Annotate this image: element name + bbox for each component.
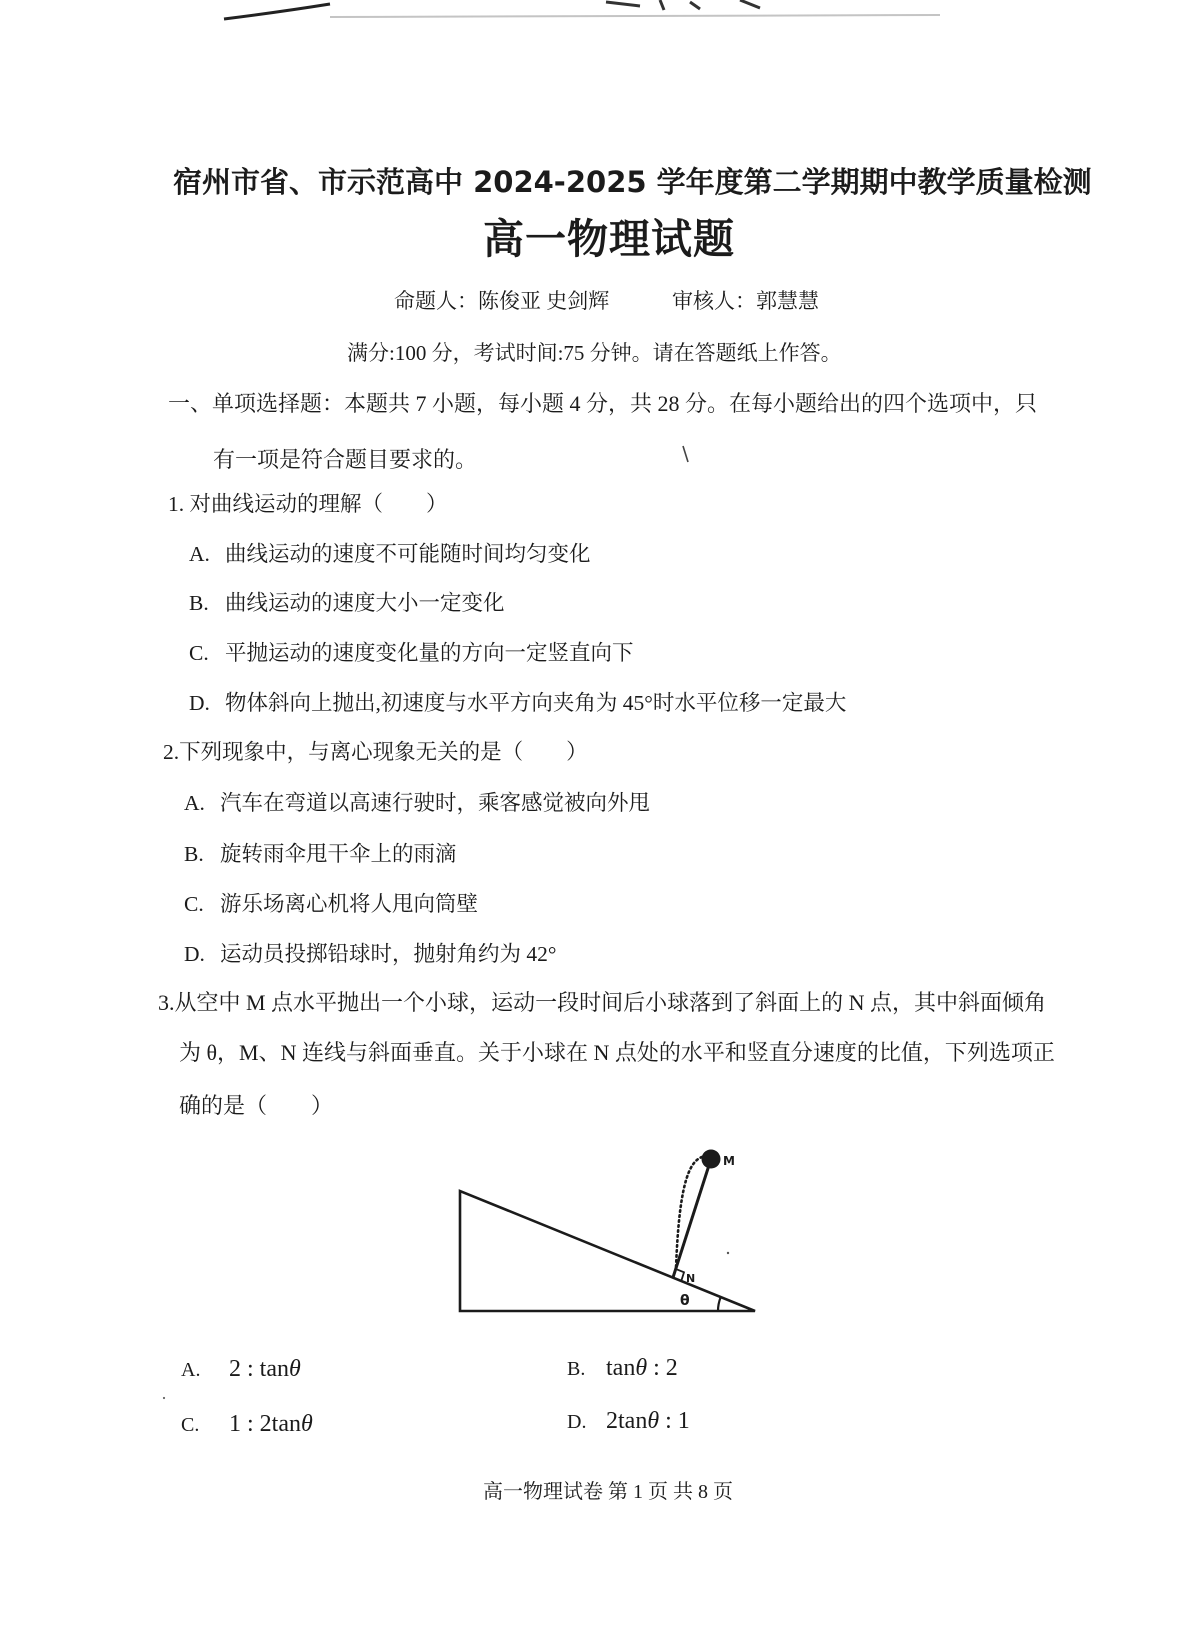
exam-title: 宿州市省、市示范高中 2024-2025 学年度第二学期期中教学质量检测 [173,165,1092,199]
scan-edge-artifact [0,0,1200,24]
question-3-stem-line-3: 确的是（ ） [179,1093,334,1118]
option-label: D. [189,691,210,715]
question-1-option-c [189,641,634,667]
option-label: A. [184,791,205,815]
incline-triangle [460,1191,755,1311]
pen-mark [680,444,692,466]
option-expression: 2tanθ : 1 [606,1408,690,1434]
question-2-option-c [184,892,478,918]
question-2-option-a [184,791,650,817]
question-3-stem-line-2: 为 θ，M、N 连线与斜面垂直。关于小球在 N 点处的水平和竖直分速度的比值，下列选项正 [179,1040,1055,1065]
option-label: D. [184,942,205,966]
option-expression: 1 : 2tanθ [229,1411,313,1437]
option-label: C. [181,1414,200,1436]
option-label: A. [189,542,210,566]
question-3-option-d [567,1407,690,1436]
question-2-stem: 2.下列现象中，与离心现象无关的是（ ） [163,740,588,764]
theta-symbol: θ [635,1355,648,1381]
exam-subtitle: 高一物理试题 [483,216,735,262]
page-footer: 高一物理试卷 第 1 页 共 8 页 [483,1481,733,1503]
theta-symbol: θ [647,1408,660,1434]
option-label: B. [184,842,204,866]
option-label: B. [189,591,209,615]
question-1-option-b [189,591,505,617]
option-label: B. [567,1358,586,1380]
reviewer-line: 审核人：郭慧慧 [672,289,819,313]
question-3-option-a [181,1355,301,1384]
incline-projectile-diagram [440,1140,780,1325]
question-2-option-d [184,942,556,968]
scan-speck [160,1394,168,1402]
mn-connecting-line [673,1159,711,1278]
scan-speck [727,1252,729,1254]
option-text: 平抛运动的速度变化量的方向一定竖直向下 [225,641,634,665]
option-text: 曲线运动的速度不可能随时间均匀变化 [225,542,591,566]
question-3-stem-line-1: 3.从空中 M 点水平抛出一个小球，运动一段时间后小球落到了斜面上的 N 点，其中斜面倾角 [158,990,1046,1015]
theta-symbol: θ [301,1411,313,1437]
label-m: M [723,1154,735,1168]
option-text: 汽车在弯道以高速行驶时，乘客感觉被向外甩 [220,791,651,815]
option-label: A. [181,1359,201,1381]
question-2-option-b [184,842,457,868]
option-text: 运动员投掷铅球时，抛射角约为 42° [220,942,557,966]
theta-symbol: θ [289,1356,301,1382]
option-label: C. [189,641,209,665]
question-1-stem: 1. 对曲线运动的理解（ ） [168,492,448,516]
option-text: 游乐场离心机将人甩向筒壁 [220,892,479,916]
option-label: C. [184,892,204,916]
option-expression: 2 : tanθ [229,1356,301,1382]
option-expression: tanθ : 2 [606,1355,678,1381]
label-theta: θ [680,1293,690,1309]
section-heading-line-2: 有一项是符合题目要求的。 [213,447,478,472]
option-label: D. [567,1411,587,1433]
setters-line: 命题人：陈俊亚 史剑辉 [394,289,610,313]
option-text: 曲线运动的速度大小一定变化 [225,591,505,615]
question-1-option-d [189,691,846,717]
label-n: N [686,1272,696,1285]
question-3-option-b [567,1354,678,1383]
option-text: 物体斜向上抛出,初速度与水平方向夹角为 45°时水平位移一定最大 [225,691,847,715]
instructions-line: 满分:100 分，考试时间:75 分钟。请在答题纸上作答。 [347,341,842,365]
question-3-option-c [181,1410,313,1439]
section-heading-line-1: 一、单项选择题：本题共 7 小题，每小题 4 分，共 28 分。在每小题给出的四个选项中，只 [168,391,1038,416]
question-1-option-a [189,542,591,568]
incline-angle-arc [718,1297,721,1311]
ball-at-m [702,1150,721,1169]
option-text: 旋转雨伞甩干伞上的雨滴 [220,842,457,866]
